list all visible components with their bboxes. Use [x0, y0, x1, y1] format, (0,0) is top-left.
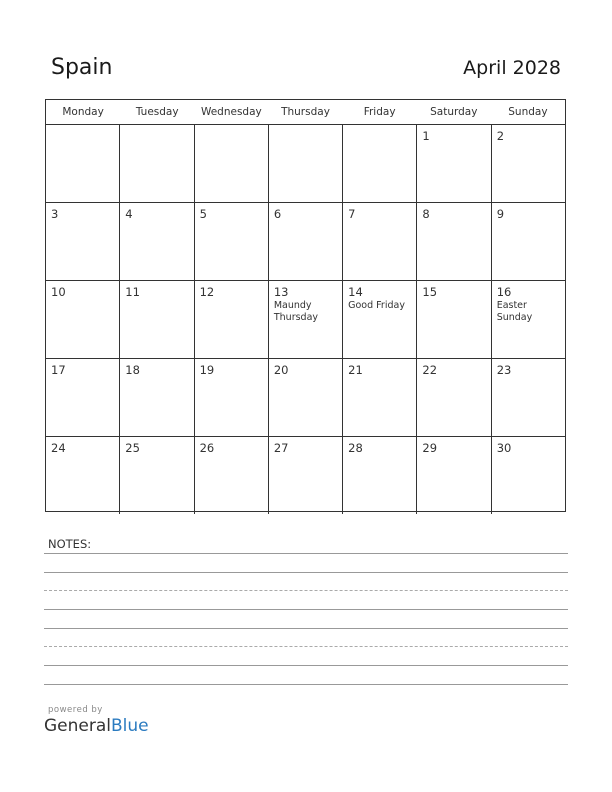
day-number: 1: [422, 129, 430, 143]
week-row: [46, 203, 565, 281]
day-cell: [343, 437, 417, 514]
day-number: 3: [51, 207, 59, 221]
note-line: [44, 628, 568, 629]
day-number: 21: [348, 363, 363, 377]
brand-logo: [44, 716, 149, 736]
day-cell: [120, 281, 194, 358]
day-cell: [492, 281, 565, 358]
day-number: 19: [199, 363, 215, 377]
day-cell: [120, 359, 194, 436]
day-cell: [417, 359, 491, 436]
day-cell: [195, 203, 269, 280]
day-number: 28: [348, 441, 363, 455]
country-title: Spain: [51, 55, 113, 80]
day-cell: [269, 125, 343, 202]
day-number: 9: [496, 207, 505, 221]
day-cell: [343, 125, 417, 202]
brand-general-text: General: [44, 716, 111, 736]
week-row: [46, 437, 565, 514]
day-cell: [343, 359, 417, 436]
calendar-grid: [45, 99, 566, 512]
weekday-tuesday: Tuesday: [135, 106, 179, 118]
note-line: [44, 609, 568, 610]
day-cell: [269, 437, 343, 514]
day-number: 23: [496, 363, 512, 377]
day-cell: [417, 437, 491, 514]
day-cell: [343, 281, 417, 358]
note-line: [44, 665, 568, 666]
day-cell: [492, 359, 565, 436]
day-cell: [269, 359, 343, 436]
day-cell: [492, 203, 565, 280]
weekday-thursday: Thursday: [281, 106, 330, 118]
day-cell: [46, 281, 120, 358]
day-cell: [120, 203, 194, 280]
day-number: 15: [422, 285, 438, 299]
day-number: 11: [125, 285, 140, 299]
holiday-label: Easter Sunday: [496, 300, 533, 323]
day-cell: [343, 203, 417, 280]
day-number: 30: [496, 441, 512, 455]
day-cell: [417, 125, 491, 202]
day-number: 6: [273, 207, 282, 221]
weekday-saturday: Saturday: [430, 106, 478, 118]
day-number: 27: [273, 441, 289, 455]
day-cell: [120, 125, 194, 202]
day-cell: [46, 125, 120, 202]
weeks-container: [46, 125, 565, 514]
note-line: [44, 646, 568, 647]
week-row: [46, 281, 565, 359]
day-cell: [195, 281, 269, 358]
day-number: 26: [199, 441, 215, 455]
holiday-label: Maundy Thursday: [273, 300, 319, 323]
day-number: 4: [125, 207, 133, 221]
holiday-label: Good Friday: [348, 300, 405, 311]
day-cell: [269, 281, 343, 358]
day-cell: [195, 359, 269, 436]
day-number: 24: [51, 441, 66, 455]
day-cell: [417, 203, 491, 280]
day-cell: [46, 437, 120, 514]
weekday-friday: Friday: [363, 106, 396, 118]
week-row: [46, 125, 565, 203]
week-row: [46, 359, 565, 437]
day-number: 2: [496, 129, 505, 143]
note-line: [44, 572, 568, 573]
day-number: 17: [51, 363, 66, 377]
weekday-monday: Monday: [62, 106, 104, 118]
note-line: [44, 684, 568, 685]
day-number: 14: [348, 285, 363, 299]
month-title: April 2028: [463, 57, 561, 79]
day-number: 16: [496, 285, 512, 299]
day-number: 20: [273, 363, 289, 377]
day-number: 18: [125, 363, 140, 377]
day-number: 8: [422, 207, 430, 221]
day-number: 5: [199, 207, 207, 221]
day-cell: [417, 281, 491, 358]
day-number: 25: [125, 441, 140, 455]
weekday-sunday: Sunday: [508, 106, 548, 118]
note-line: [44, 590, 568, 591]
day-cell: [269, 203, 343, 280]
day-number: 12: [199, 285, 215, 299]
day-cell: [46, 359, 120, 436]
brand-blue-text: Blue: [111, 716, 149, 736]
day-number: 10: [51, 285, 66, 299]
day-number: 29: [422, 441, 438, 455]
day-number: 22: [422, 363, 438, 377]
powered-by-text: powered by: [48, 705, 103, 715]
day-cell: [120, 437, 194, 514]
day-number: 7: [348, 207, 356, 221]
day-cell: [195, 125, 269, 202]
weekday-wednesday: Wednesday: [200, 106, 262, 118]
day-cell: [195, 437, 269, 514]
note-line: [44, 553, 568, 554]
notes-label: NOTES:: [48, 537, 92, 551]
day-cell: [492, 437, 565, 514]
day-cell: [492, 125, 565, 202]
day-cell: [46, 203, 120, 280]
day-number: 13: [273, 285, 289, 299]
weekday-header-row: [46, 100, 565, 125]
